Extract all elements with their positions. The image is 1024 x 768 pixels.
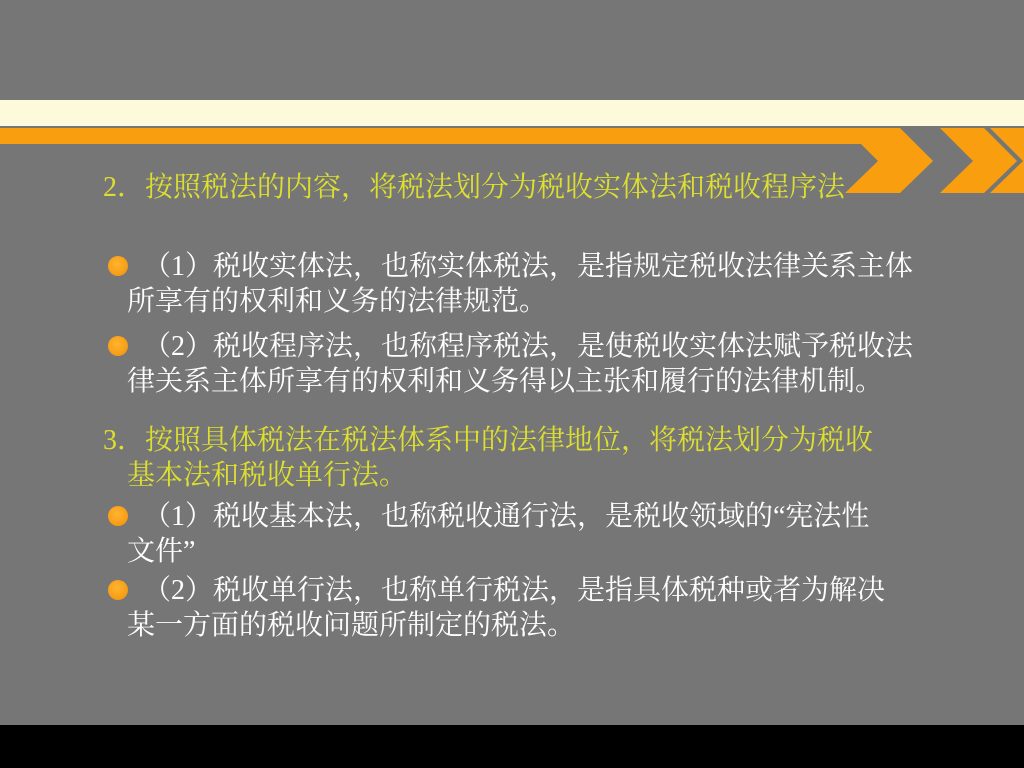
bullet-icon bbox=[108, 256, 128, 276]
cream-band bbox=[0, 100, 1024, 126]
chevron-icon bbox=[940, 128, 1017, 193]
bullet-4-line-2: 某一方面的税收问题所制定的税法。 bbox=[127, 610, 576, 641]
heading-3-line-1: 3．按照具体税法在税法体系中的法律地位，将税法划分为税收 bbox=[103, 425, 874, 456]
bullet-icon bbox=[108, 336, 128, 356]
heading-3-line-2: 基本法和税收单行法。 bbox=[127, 460, 408, 491]
bullet-3-line-1: （1）税收基本法，也称税收通行法，是税收领域的“宪法性 bbox=[143, 501, 870, 532]
bullet-1-line-1: （1）税收实体法，也称实体税法，是指规定税收法律关系主体 bbox=[143, 251, 914, 282]
bullet-icon bbox=[108, 580, 128, 600]
chevron-icon bbox=[990, 128, 1024, 193]
bullet-4-line-1: （2）税收单行法，也称单行税法，是指具体税种或者为解决 bbox=[143, 575, 886, 606]
heading-2-line-1: 2．按照税法的内容，将税法划分为税收实体法和税收程序法 bbox=[103, 172, 846, 203]
chevron-icon bbox=[845, 128, 933, 193]
bullet-1-line-2: 所享有的权利和义务的法律规范。 bbox=[127, 286, 548, 317]
bullet-2-line-1: （2）税收程序法，也称程序税法，是使税收实体法赋予税收法 bbox=[143, 331, 914, 362]
orange-stripe bbox=[0, 128, 880, 144]
bullet-2-line-2: 律关系主体所享有的权利和义务得以主张和履行的法律机制。 bbox=[127, 366, 884, 397]
letterbox-bottom bbox=[0, 725, 1024, 768]
bullet-3-line-2: 文件” bbox=[127, 536, 196, 567]
bullet-icon bbox=[108, 506, 128, 526]
